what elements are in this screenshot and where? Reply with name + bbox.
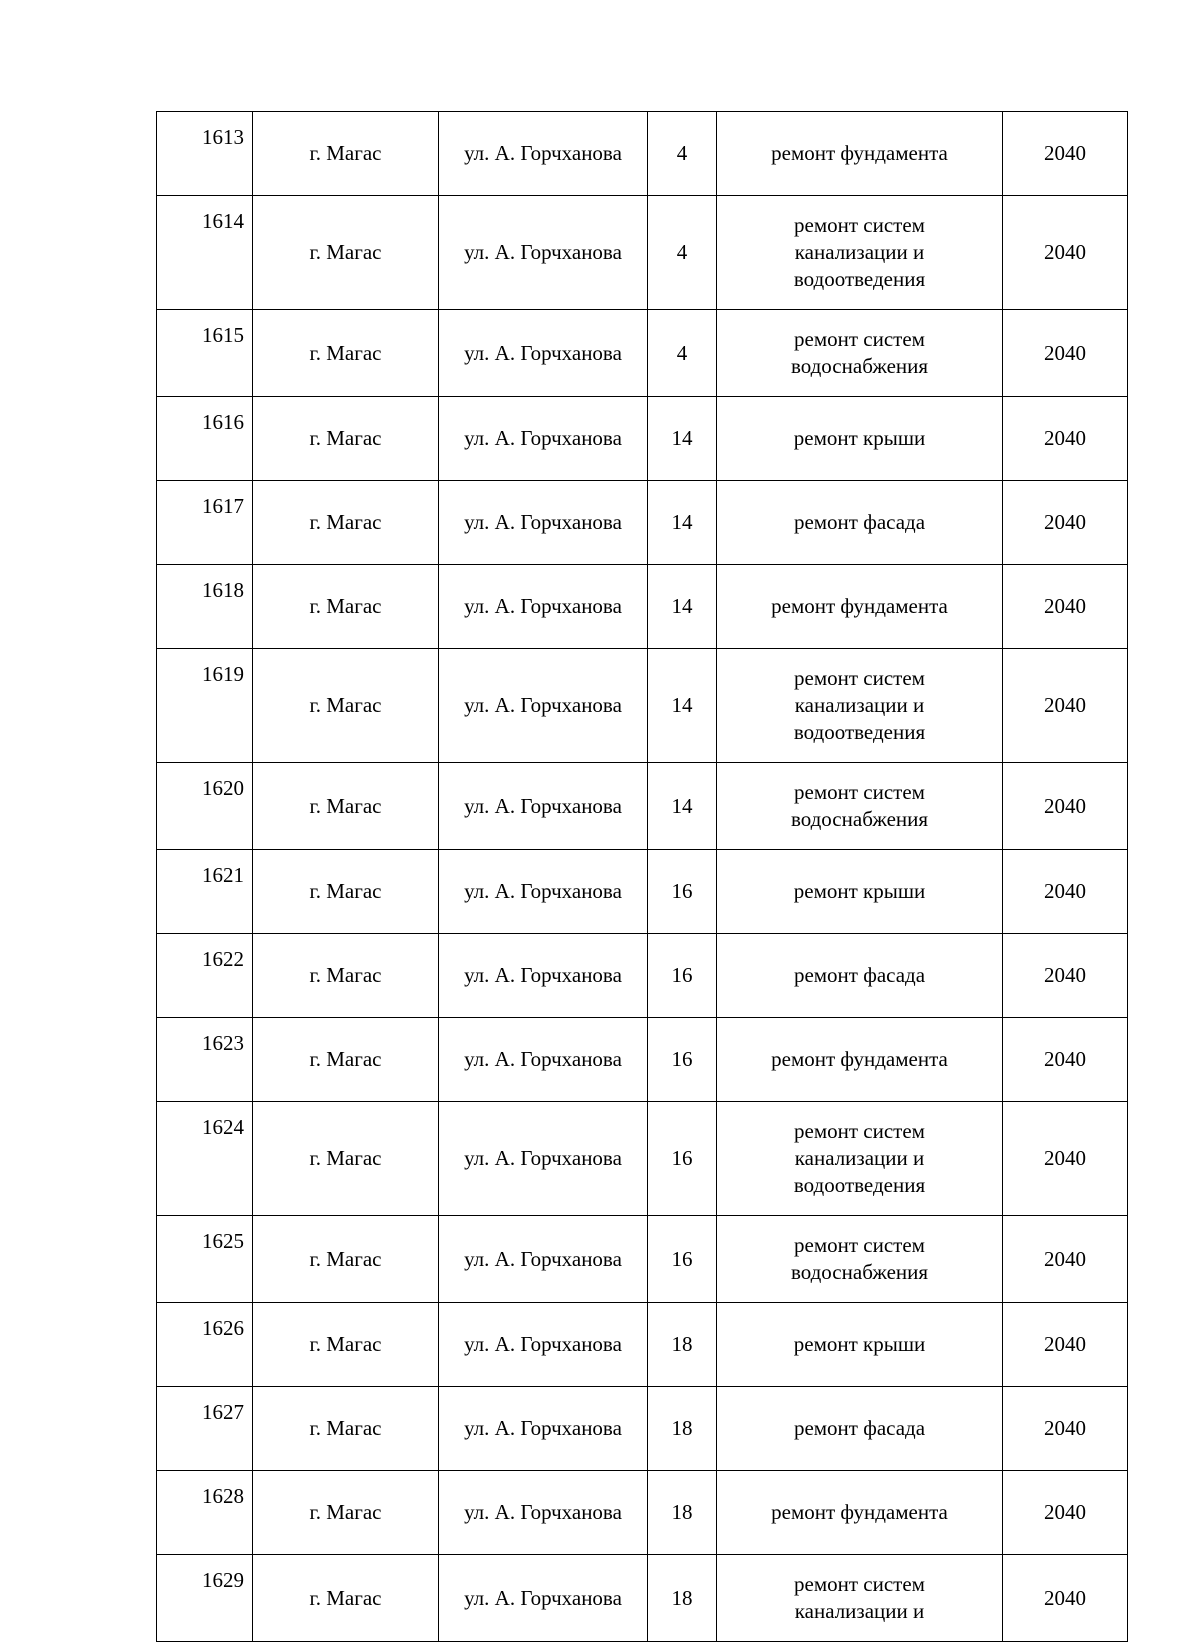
street-cell: ул. А. Горчханова (439, 763, 648, 850)
year-cell: 2040 (1003, 649, 1128, 763)
year-cell: 2040 (1003, 1471, 1128, 1555)
house-number-cell: 4 (648, 112, 717, 196)
street-cell: ул. А. Горчханова (439, 649, 648, 763)
year-cell: 2040 (1003, 196, 1128, 310)
street-cell: ул. А. Горчханова (439, 1555, 648, 1642)
table-row (157, 850, 1128, 934)
table-row (157, 565, 1128, 649)
city-cell: г. Магас (253, 1303, 439, 1387)
house-number-cell: 16 (648, 850, 717, 934)
house-number-cell: 16 (648, 1102, 717, 1216)
table-row (157, 934, 1128, 1018)
city-cell: г. Магас (253, 763, 439, 850)
house-number-cell: 14 (648, 481, 717, 565)
street-cell: ул. А. Горчханова (439, 481, 648, 565)
street-cell: ул. А. Горчханова (439, 1471, 648, 1555)
city-cell: г. Магас (253, 565, 439, 649)
year-cell: 2040 (1003, 1216, 1128, 1303)
work-type-cell: ремонт систем водоснабжения (717, 763, 1003, 850)
city-cell: г. Магас (253, 1555, 439, 1642)
street-cell: ул. А. Горчханова (439, 196, 648, 310)
city-cell: г. Магас (253, 397, 439, 481)
row-number: 1627 (157, 1387, 253, 1471)
year-cell: 2040 (1003, 850, 1128, 934)
house-number-cell: 14 (648, 763, 717, 850)
house-number-cell: 4 (648, 196, 717, 310)
city-cell: г. Магас (253, 1387, 439, 1471)
row-number: 1617 (157, 481, 253, 565)
year-cell: 2040 (1003, 934, 1128, 1018)
work-type-cell: ремонт фундамента (717, 112, 1003, 196)
row-number: 1619 (157, 649, 253, 763)
house-number-cell: 4 (648, 310, 717, 397)
work-type-cell: ремонт систем водоснабжения (717, 310, 1003, 397)
city-cell: г. Магас (253, 112, 439, 196)
row-number: 1623 (157, 1018, 253, 1102)
work-type-cell: ремонт систем канализации и водоотведения (717, 649, 1003, 763)
row-number: 1618 (157, 565, 253, 649)
row-number: 1626 (157, 1303, 253, 1387)
city-cell: г. Магас (253, 1018, 439, 1102)
table-row (157, 397, 1128, 481)
house-number-cell: 14 (648, 649, 717, 763)
work-type-cell: ремонт фундамента (717, 1471, 1003, 1555)
street-cell: ул. А. Горчханова (439, 565, 648, 649)
row-number: 1621 (157, 850, 253, 934)
row-number: 1614 (157, 196, 253, 310)
house-number-cell: 16 (648, 1018, 717, 1102)
table-body (157, 112, 1128, 1642)
street-cell: ул. А. Горчханова (439, 397, 648, 481)
table-row (157, 1303, 1128, 1387)
city-cell: г. Магас (253, 196, 439, 310)
street-cell: ул. А. Горчханова (439, 310, 648, 397)
table-row (157, 481, 1128, 565)
city-cell: г. Магас (253, 481, 439, 565)
row-number: 1622 (157, 934, 253, 1018)
city-cell: г. Магас (253, 850, 439, 934)
work-type-cell: ремонт фасада (717, 934, 1003, 1018)
work-type-cell: ремонт крыши (717, 397, 1003, 481)
work-type-cell: ремонт фундамента (717, 1018, 1003, 1102)
house-number-cell: 18 (648, 1387, 717, 1471)
row-number: 1625 (157, 1216, 253, 1303)
year-cell: 2040 (1003, 1303, 1128, 1387)
table-row (157, 1216, 1128, 1303)
city-cell: г. Магас (253, 1216, 439, 1303)
table-row (157, 112, 1128, 196)
city-cell: г. Магас (253, 649, 439, 763)
year-cell: 2040 (1003, 481, 1128, 565)
year-cell: 2040 (1003, 1018, 1128, 1102)
house-number-cell: 16 (648, 934, 717, 1018)
year-cell: 2040 (1003, 565, 1128, 649)
work-type-cell: ремонт фасада (717, 1387, 1003, 1471)
city-cell: г. Магас (253, 934, 439, 1018)
street-cell: ул. А. Горчханова (439, 112, 648, 196)
row-number: 1620 (157, 763, 253, 850)
work-type-cell: ремонт фасада (717, 481, 1003, 565)
row-number: 1629 (157, 1555, 253, 1642)
table-row (157, 649, 1128, 763)
table-row (157, 1387, 1128, 1471)
work-type-cell: ремонт систем канализации и (717, 1555, 1003, 1642)
year-cell: 2040 (1003, 1387, 1128, 1471)
year-cell: 2040 (1003, 1555, 1128, 1642)
city-cell: г. Магас (253, 1102, 439, 1216)
street-cell: ул. А. Горчханова (439, 850, 648, 934)
table-row (157, 196, 1128, 310)
year-cell: 2040 (1003, 397, 1128, 481)
year-cell: 2040 (1003, 310, 1128, 397)
table-row (157, 1018, 1128, 1102)
house-number-cell: 16 (648, 1216, 717, 1303)
house-number-cell: 18 (648, 1303, 717, 1387)
work-type-cell: ремонт систем канализации и водоотведения (717, 196, 1003, 310)
house-number-cell: 14 (648, 397, 717, 481)
street-cell: ул. А. Горчханова (439, 1216, 648, 1303)
row-number: 1616 (157, 397, 253, 481)
work-type-cell: ремонт систем водоснабжения (717, 1216, 1003, 1303)
table-row (157, 1555, 1128, 1642)
street-cell: ул. А. Горчханова (439, 1303, 648, 1387)
house-number-cell: 18 (648, 1471, 717, 1555)
house-number-cell: 18 (648, 1555, 717, 1642)
row-number: 1628 (157, 1471, 253, 1555)
year-cell: 2040 (1003, 1102, 1128, 1216)
house-number-cell: 14 (648, 565, 717, 649)
street-cell: ул. А. Горчханова (439, 934, 648, 1018)
row-number: 1624 (157, 1102, 253, 1216)
year-cell: 2040 (1003, 763, 1128, 850)
table-row (157, 310, 1128, 397)
table-row (157, 1471, 1128, 1555)
street-cell: ул. А. Горчханова (439, 1018, 648, 1102)
street-cell: ул. А. Горчханова (439, 1102, 648, 1216)
year-cell: 2040 (1003, 112, 1128, 196)
table-row (157, 1102, 1128, 1216)
work-type-cell: ремонт крыши (717, 850, 1003, 934)
row-number: 1613 (157, 112, 253, 196)
city-cell: г. Магас (253, 310, 439, 397)
city-cell: г. Магас (253, 1471, 439, 1555)
work-type-cell: ремонт крыши (717, 1303, 1003, 1387)
table-row (157, 763, 1128, 850)
work-type-cell: ремонт фундамента (717, 565, 1003, 649)
street-cell: ул. А. Горчханова (439, 1387, 648, 1471)
repair-schedule-table (156, 111, 1128, 1642)
work-type-cell: ремонт систем канализации и водоотведения (717, 1102, 1003, 1216)
row-number: 1615 (157, 310, 253, 397)
